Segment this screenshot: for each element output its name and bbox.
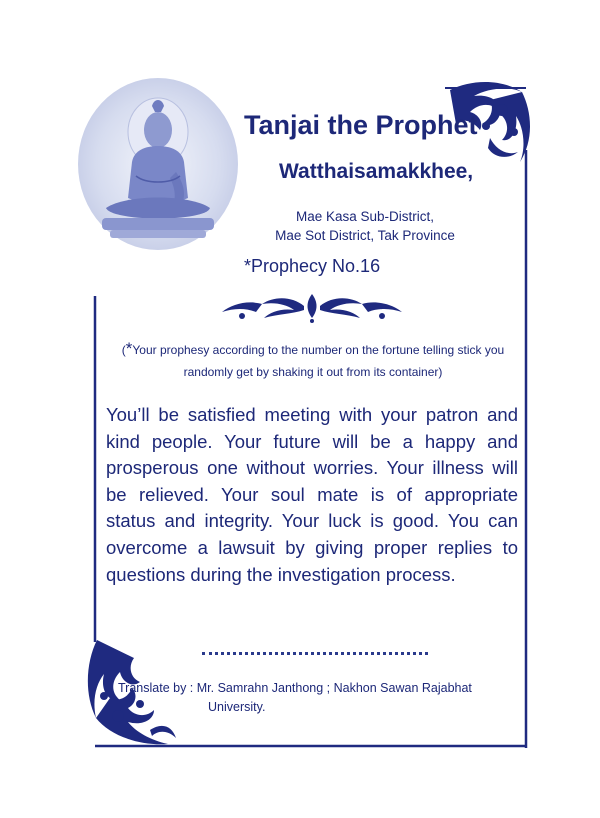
translator-credit (118, 679, 518, 717)
note-text: Your prophesy according to the number on the fortune telling stick you randomly get by shaking it out from its container) (132, 343, 505, 379)
prophecy-note (104, 338, 522, 383)
address (240, 207, 490, 245)
address-line-1: Mae Kasa Sub-District, (295, 209, 435, 224)
divider-ornament (212, 290, 412, 324)
dotted-separator (202, 652, 428, 655)
translator-line-1: Translate by : Mr. Samrahn Janthong ; Nakhon Sawan Rajabhat (118, 681, 472, 695)
buddha-image (76, 76, 240, 252)
note-paren: ( (121, 343, 126, 357)
temple-name: Watthaisamakkhee, (279, 160, 474, 183)
prophecy-text: You’ll be satisfied meeting with your patron and kind people. Your future will be a happy and prosperous one without worries. Your illness will be relieved. Your soul mate is of appropriate status and integrity. Your luck is good. You can overcome a lawsuit by giving proper replies to questions during the investigation process. (106, 404, 518, 585)
prophecy-number: *Prophecy No.16 (244, 256, 381, 276)
note-asterisk: * (125, 339, 133, 358)
page-title: Tanjai the Prophet (244, 110, 478, 140)
translator-line-2: University. (208, 700, 266, 714)
address-line-2: Mae Sot District, Tak Province (275, 228, 455, 243)
